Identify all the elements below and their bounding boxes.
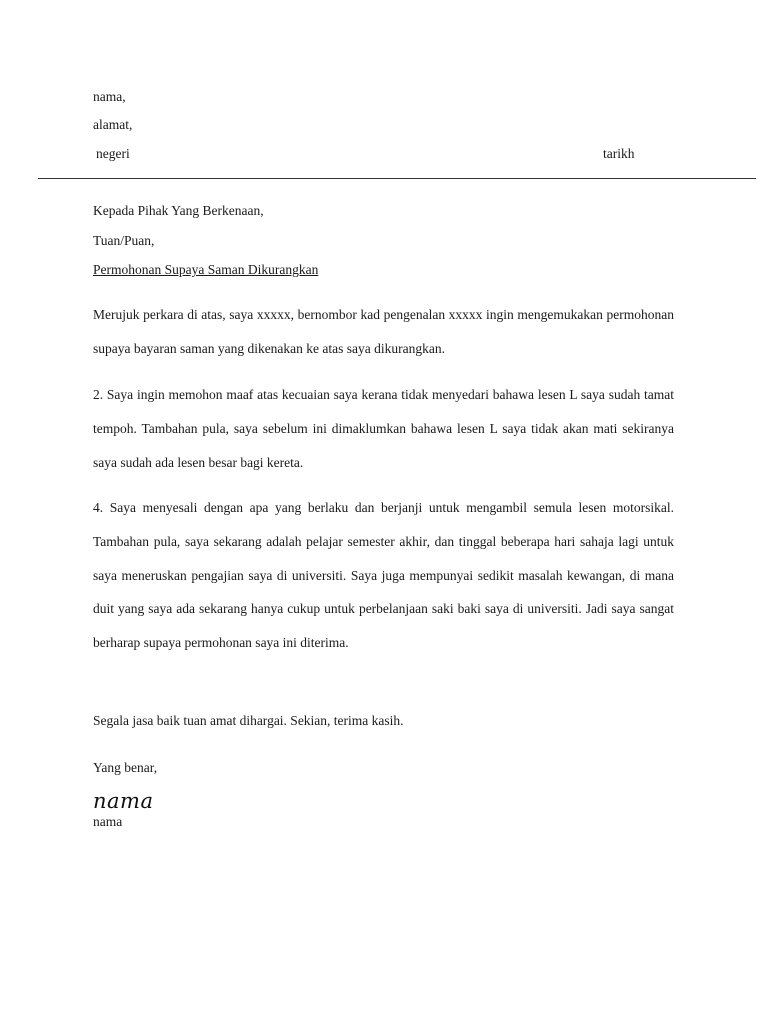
salutation: Tuan/Puan,	[93, 233, 155, 248]
handwritten-signature: nama	[93, 789, 154, 813]
body-paragraph-2: 2. Saya ingin memohon maaf atas kecuaian saya kerana tidak menyedari bahawa lesen L saya sudah tamat tempoh. Tambahan pula, saya sebelum ini dimaklumkan bahawa lesen L saya tidak akan mati sekiranya saya sudah ada lesen besar bagi kereta.	[93, 387, 674, 470]
closing-line: Segala jasa baik tuan amat dihargai. Sekian, terima kasih.	[93, 713, 404, 728]
sign-off: Yang benar,	[93, 760, 158, 775]
sender-address: alamat,	[93, 117, 133, 132]
body-paragraph-1: Merujuk perkara di atas, saya xxxxx, bernombor kad pengenalan xxxxx ingin mengemukakan permohonan supaya bayaran saman yang dikenakan ke atas saya dikurangkan.	[93, 307, 674, 356]
sender-state: negeri	[96, 146, 130, 161]
header-divider	[38, 178, 756, 179]
signer-name: nama	[93, 814, 123, 829]
letter-date: tarikh	[603, 146, 635, 161]
letter-subject: Permohonan Supaya Saman Dikurangkan	[93, 262, 319, 277]
body-paragraph-3: 4. Saya menyesali dengan apa yang berlaku dan berjanji untuk mengambil semula lesen motorsikal. Tambahan pula, saya sekarang adalah pelajar semester akhir, dan tinggal beberapa hari sahaja lagi untuk saya meneruskan pengajian saya di universiti. Saya juga mempunyai sedikit masalah kewangan, di mana duit yang saya ada sekarang hanya cukup untuk perbelanjaan saki baki saya di universiti. Jadi saya sangat berharap supaya permohonan saya ini diterima.	[93, 500, 674, 651]
recipient-line: Kepada Pihak Yang Berkenaan,	[93, 203, 264, 218]
sender-name: nama,	[93, 89, 126, 104]
